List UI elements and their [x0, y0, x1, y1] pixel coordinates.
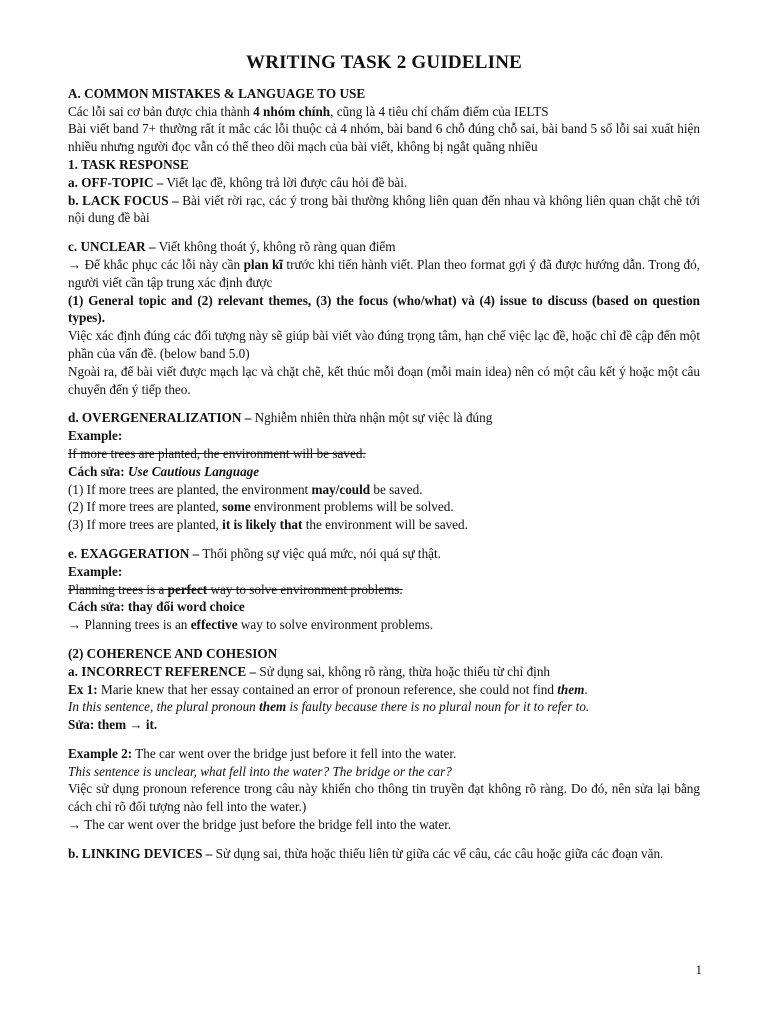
fixed-example-2	[68, 616, 700, 634]
fix1-bold: may/could	[311, 481, 371, 497]
wrong-example-2	[68, 581, 700, 599]
ex1-note	[68, 698, 700, 716]
fix-example-3	[68, 516, 700, 534]
ex2-label: Example 2:	[68, 745, 133, 761]
ex1-pronoun: them	[557, 681, 585, 697]
fix-method: Use Cautious Language	[127, 463, 260, 479]
fix-example-2	[68, 498, 700, 516]
fix-example-1	[68, 481, 700, 499]
ex2-text: The car went over the bridge just before it fell into the water.	[132, 745, 457, 761]
unclear-text: Viết không thoát ý, không rõ ràng quan điểm	[155, 239, 396, 255]
intro1-text-end: , cũng là 4 tiêu chí chấm điểm của IELTS	[330, 103, 549, 119]
ex1-note-text: In this sentence, the plural pronoun	[68, 699, 260, 715]
ex2-sentence	[68, 745, 700, 763]
off-topic-label: a. OFF-TOPIC –	[68, 174, 164, 190]
overgeneralization-label: d. OVERGENERALIZATION –	[68, 410, 252, 426]
plan-fix-text-end: trước khi tiến hành viết. Plan theo format gợi ý đã được hướng dẫn. Trong đó, người viết cần tập trung xác định được	[68, 256, 700, 290]
coherence-heading: (2) COHERENCE AND COHESION	[68, 645, 278, 661]
wrong2-text: Planning trees is a	[68, 581, 168, 597]
fix3-end: the environment will be saved.	[302, 517, 468, 533]
fixed2-text: → Planning trees is an	[68, 617, 191, 633]
plan-fix-bold: plan kĩ	[243, 256, 283, 272]
ex2-explanation: Việc sử dụng pronoun reference trong câu này khiến cho thông tin truyền đạt không rõ ràng. Do đó, nên sửa lại bằng cách chỉ rõ đối tượng nào fell into the water.)	[68, 781, 700, 815]
intro1-bold: 4 nhóm chính	[253, 103, 331, 119]
intro-line-2: Bài viết band 7+ thường rất ít mắc các lỗi thuộc cả 4 nhóm, bài band 6 chỗ đúng chỗ sai, bài band 5 số lỗi sai xuất hiện nhiều nhưng người đọc vẫn có thể theo dõi mạch của bài viết, không bị ngắt quãng nhiều	[68, 121, 700, 155]
ex1-text: Marie knew that her essay contained an error of pronoun reference, she could not find	[97, 681, 558, 697]
ex1-label: Ex 1:	[68, 681, 98, 697]
wrong-example: If more trees are planted, the environment will be saved.	[68, 445, 366, 461]
exaggeration-item	[68, 545, 700, 563]
overgeneralization-text: Nghiễm nhiên thừa nhận một sự việc là đúng	[251, 410, 493, 426]
fix-heading-2: Cách sửa: thay đổi word choice	[68, 599, 245, 615]
fix1-end: be saved.	[370, 481, 423, 497]
off-topic-item	[68, 174, 700, 192]
incorrect-reference-item	[68, 663, 700, 681]
lack-focus-label: b. LACK FOCUS –	[68, 192, 179, 208]
section-a-heading: A. COMMON MISTAKES & LANGUAGE TO USE	[68, 85, 366, 101]
exaggeration-text: Thổi phồng sự việc quá mức, nói quá sự thật.	[199, 545, 441, 561]
ex1-fix: Sửa: them → it.	[68, 717, 158, 733]
fixed2-bold: effective	[190, 617, 238, 633]
task-response-heading: 1. TASK RESPONSE	[68, 156, 189, 172]
fix-heading	[68, 463, 700, 481]
fix2-text: (2) If more trees are planted,	[68, 499, 223, 515]
incorrect-reference-text: Sử dụng sai, không rõ ràng, thừa hoặc thiếu từ chỉ định	[256, 663, 551, 679]
ex2-note: This sentence is unclear, what fell into the water? The bridge or the car?	[68, 763, 452, 779]
fix2-bold: some	[222, 499, 251, 515]
fix-label: Cách sửa:	[68, 463, 128, 479]
page-number: 1	[695, 962, 702, 977]
lack-focus-text: Bài viết rời rạc, các ý trong bài thường không liên quan đến nhau và không liên quan chặt chẽ tới nội dung đề bài	[68, 192, 701, 226]
intro-line-1	[68, 103, 700, 121]
fix1-text: (1) If more trees are planted, the environment	[68, 481, 312, 497]
document-page	[68, 54, 700, 863]
ex1-end: .	[584, 681, 588, 697]
page-title: WRITING TASK 2 GUIDELINE	[246, 52, 522, 73]
fix3-text: (3) If more trees are planted,	[68, 517, 223, 533]
exaggeration-label: e. EXAGGERATION –	[68, 545, 200, 561]
wrong2-end: way to solve environment problems.	[207, 581, 403, 597]
coherence-note: Ngoài ra, để bài viết được mạch lạc và chặt chẽ, kết thúc mỗi đoạn (mỗi main idea) nên có một câu kết ý hoặc một câu chuyển đến ý tiếp theo.	[68, 363, 700, 397]
ex1-note-end: is faulty because there is no plural noun for it to refer to.	[286, 699, 590, 715]
ex2-fixed: → The car went over the bridge just before the bridge fell into the water.	[68, 817, 452, 833]
linking-devices-label: b. LINKING DEVICES –	[68, 845, 213, 861]
off-topic-text: Viết lạc đề, không trả lời được câu hỏi đề bài.	[163, 174, 408, 190]
fix2-end: environment problems will be solved.	[250, 499, 454, 515]
ex1-note-pronoun: them	[259, 699, 287, 715]
intro1-text: Các lỗi sai cơ bản được chia thành	[68, 103, 254, 119]
plan-fix-paragraph	[68, 256, 700, 292]
fix3-bold: it is likely that	[222, 517, 303, 533]
plan-fix-text: → Để khắc phục các lỗi này cần	[68, 256, 244, 272]
wrong2-bold: perfect	[167, 581, 208, 597]
incorrect-reference-label: a. INCORRECT REFERENCE –	[68, 663, 257, 679]
ex1-sentence	[68, 681, 700, 699]
example-label: Example:	[68, 428, 123, 444]
linking-devices-text: Sử dụng sai, thừa hoặc thiếu liên từ giữa các vế câu, các câu hoặc giữa các đoạn văn.	[212, 845, 664, 861]
unclear-item	[68, 238, 700, 256]
linking-devices-item	[68, 845, 700, 863]
unclear-label: c. UNCLEAR –	[68, 239, 156, 255]
focus-explanation: Việc xác định đúng các đối tượng này sẽ giúp bài viết vào đúng trọng tâm, hạn chế việc lạc đề, hoặc chỉ đề cập đến một phần của vấn đề. (below band 5.0)	[68, 328, 700, 361]
fixed2-end: way to solve environment problems.	[237, 617, 434, 633]
focus-points: (1) General topic and (2) relevant themes, (3) the focus (who/what) và (4) issue to discuss (based on question types).	[68, 292, 700, 326]
lack-focus-item	[68, 192, 700, 228]
example-label-2: Example:	[68, 563, 123, 579]
overgeneralization-item	[68, 409, 700, 427]
